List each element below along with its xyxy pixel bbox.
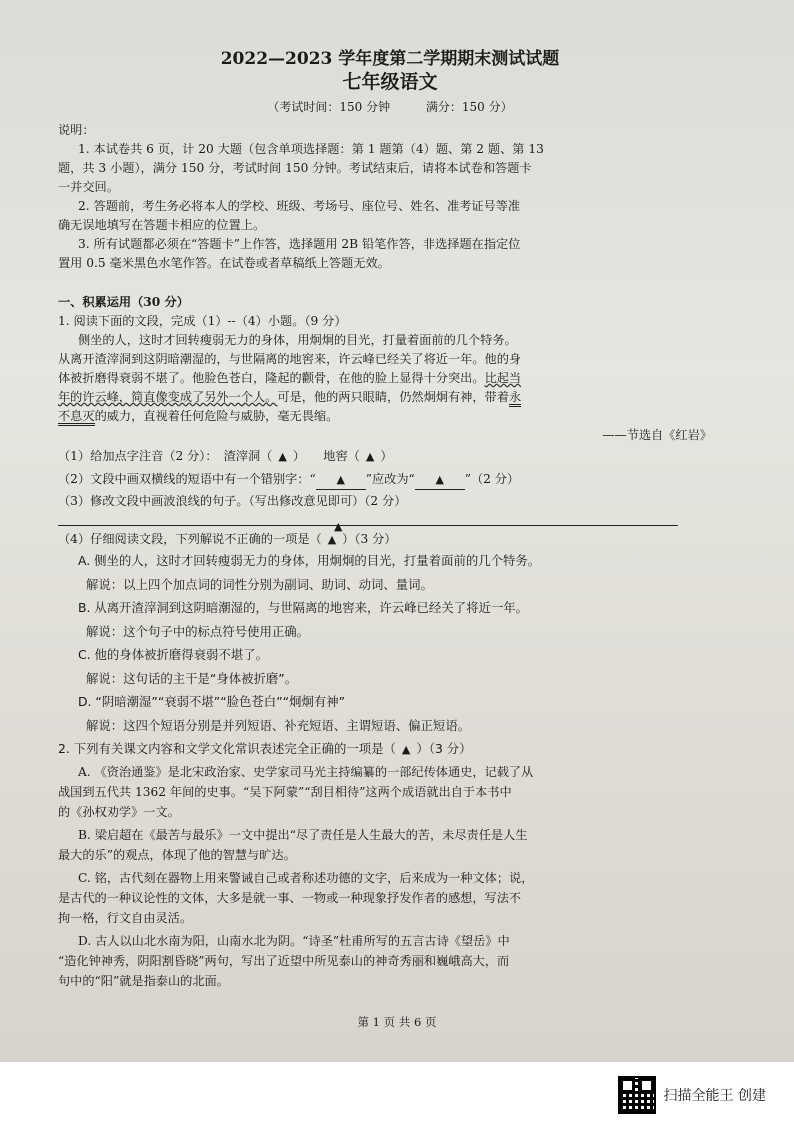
instruction-3a: 3. 所有试题都必须在“答题卡”上作答，选择题用 2B 铅笔作答，非选择题在指定位 — [78, 237, 521, 251]
option-d-explanation: 解说：这四个短语分别是并列短语、补充短语、主谓短语、偏正短语。 — [86, 717, 471, 733]
option-b-line: 最大的乐”的观点，体现了他的智慧与旷达。 — [58, 847, 296, 862]
option-b-explanation: 解说：这个句子中的标点符号使用正确。 — [86, 623, 310, 639]
instruction-2b: 确无误地填写在答题卡相应的位置上。 — [58, 218, 266, 232]
passage-line: 侧坐的人，这时才回转瘦弱无力的身体，用炯炯的目光，打量着面前的几个特务。 — [78, 333, 517, 347]
answer-marker: ▲ — [327, 533, 337, 546]
option-c-line: C. 铭，古代刻在器物上用来警诫自己或者称述功德的文字，后来成为一种文体；说， — [78, 870, 534, 885]
passage-text: 可是，他的两只眼睛，仍然炯炯有神，带着 — [277, 390, 509, 404]
qr-code-icon — [618, 1076, 656, 1114]
option-d-line: “造化钟神秀，阴阳割昏晓”两句，写出了近望中所见泰山的神奇秀丽和巍峨高大，而 — [58, 953, 510, 968]
instruction-3b: 置用 0.5 毫米黑色水笔作答。在试卷或者草稿纸上答题无效。 — [58, 256, 390, 270]
option-a: A. 侧坐的人，这时才回转瘦弱无力的身体，用炯炯的目光，打量着面前的几个特务。 — [78, 553, 541, 568]
wavy-underlined-sentence: 比起当 — [484, 371, 522, 385]
question-text: （4）仔细阅读文段，下列解说不正确的一项是（ — [58, 532, 322, 546]
question-text: ） 地窖（ — [292, 449, 360, 463]
answer-marker: ▲ — [336, 473, 345, 486]
option-d-line: 句中的“阳”就是指泰山的北面。 — [58, 973, 229, 988]
option-d: D. “阴暗潮湿”“衰弱不堪”“脸色苍白”“炯炯有神” — [78, 694, 346, 709]
question-text: ）（3 分） — [416, 741, 472, 756]
instruction-2a: 2. 答题前，考生务必将本人的学校、班级、考场号、座位号、姓名、准考证号等准 — [78, 199, 521, 213]
section-heading: 一、积累运用（30 分） — [58, 295, 189, 309]
question-1-2 — [58, 470, 722, 490]
answer-marker: ▲ — [334, 520, 343, 533]
question-text: 2. 下列有关课文内容和文学文化常识表述完全正确的一项是（ — [58, 741, 396, 756]
option-c: C. 他的身体被折磨得衰弱不堪了。 — [78, 647, 268, 662]
question-text: （1）给加点字注音（2 分）： 渣滓洞（ — [58, 449, 273, 463]
option-d-line: D. 古人以山北水南为阳，山南水北为阴。“诗圣”杜甫所写的五言古诗《望岳》中 — [78, 933, 510, 948]
question-text: （2）文段中画双横线的短语中有一个错别字：“ — [58, 472, 316, 486]
exam-title: 2022—2023 学年度第二学期期末测试试题 — [220, 49, 560, 69]
passage — [58, 331, 722, 445]
answer-marker: ▲ — [401, 743, 411, 756]
answer-marker: ▲ — [278, 450, 287, 463]
instruction-1b: 题，共 3 小题），满分 150 分，考试时间 150 分钟。考试结束后，请将本试卷和答题卡 — [58, 161, 532, 175]
question-text: ） — [380, 449, 393, 463]
question-1-4 — [58, 530, 722, 549]
scanner-label: 扫描全能王 创建 — [663, 1088, 766, 1104]
question-1-1 — [58, 447, 722, 466]
question-1-3: （3）修改文段中画波浪线的句子。（写出修改意见即可）（2 分） — [58, 494, 407, 508]
instruction-1a: 1. 本试卷共 6 页，计 20 大题（包含单项选择题：第 1 题第（4）题、第 2 题、第 13 — [78, 142, 544, 156]
question-1-stem: 1. 阅读下面的文段，完成（1）--（4）小题。（9 分） — [58, 314, 347, 328]
passage-line — [58, 388, 722, 407]
passage-line: 从离开渣滓洞到这阴暗潮湿的，与世隔离的地窖来，许云峰已经关了将近一年。他的身 — [58, 352, 522, 366]
question-2-stem — [58, 737, 722, 762]
option-a-explanation: 解说：以上四个加点词的词性分别为副词、助词、动词、量词。 — [86, 576, 433, 592]
instructions — [58, 121, 722, 273]
answer-blank — [415, 470, 465, 490]
answer-blank — [316, 470, 366, 490]
answer-line — [58, 513, 678, 533]
wavy-underlined-sentence: 年的许云峰，简直像变成了另外一个人。 — [58, 390, 278, 404]
options-q1-4 — [58, 549, 722, 762]
passage-text: 的威力，直视着任何危险与威胁，毫无畏缩。 — [94, 409, 339, 423]
option-c-line: 是古代的一种议论性的文体，大多是就一事、一物或一种现象抒发作者的感想，写法不 — [58, 890, 522, 905]
double-underlined-phrase: 永 — [509, 390, 521, 407]
instructions-label: 说明： — [58, 123, 95, 137]
option-a-line: 战国到五代共 1362 年间的史事。“吴下阿蒙”“刮目相待”这两个成语就出自于本书中 — [58, 784, 512, 799]
passage-line — [58, 407, 722, 426]
question-text: ）（3 分） — [342, 532, 397, 546]
passage-text: 体被折磨得衰弱不堪了。他脸色苍白，隆起的颧骨，在他的脸上显得十分突出。 — [58, 371, 485, 385]
question-text: ”（2 分） — [464, 472, 520, 486]
option-b: B. 从离开渣滓洞到这阴暗潮湿的，与世隔离的地窖来，许云峰已经关了将近一年。 — [78, 600, 529, 615]
instruction-1c: 一并交回。 — [58, 180, 119, 194]
option-c-explanation: 解说：这句话的主干是“身体被折磨”。 — [86, 670, 298, 686]
passage-source: ——节选自《红岩》 — [602, 428, 712, 442]
question-text: ”应改为“ — [365, 472, 415, 486]
exam-paper — [58, 22, 722, 991]
answer-marker: ▲ — [435, 473, 444, 486]
option-b-line: B. 梁启超在《最苦与最乐》一文中提出“尽了责任是人生最大的苦，未尽责任是人生 — [78, 827, 528, 842]
exam-score: 满分：150 分） — [425, 100, 513, 114]
option-a-line: 的《孙权劝学》一文。 — [58, 804, 180, 819]
answer-marker: ▲ — [365, 450, 375, 463]
double-underlined-phrase: 不息灭 — [58, 409, 95, 426]
option-c-line: 拘一格，行文自由灵活。 — [58, 910, 193, 925]
options-q2 — [58, 762, 722, 991]
exam-time: （考试时间：150 分钟 — [267, 100, 391, 114]
exam-subject: 七年级语文 — [342, 71, 438, 93]
exam-meta — [58, 98, 722, 117]
option-a-line: A. 《资治通鉴》是北宋政治家、史学家司马光主持编纂的一部纪传体通史，记载了从 — [78, 764, 534, 779]
page-number: 第 1 页 共 6 页 — [357, 1015, 437, 1029]
scanner-watermark — [618, 1076, 766, 1114]
passage-line — [58, 369, 722, 388]
